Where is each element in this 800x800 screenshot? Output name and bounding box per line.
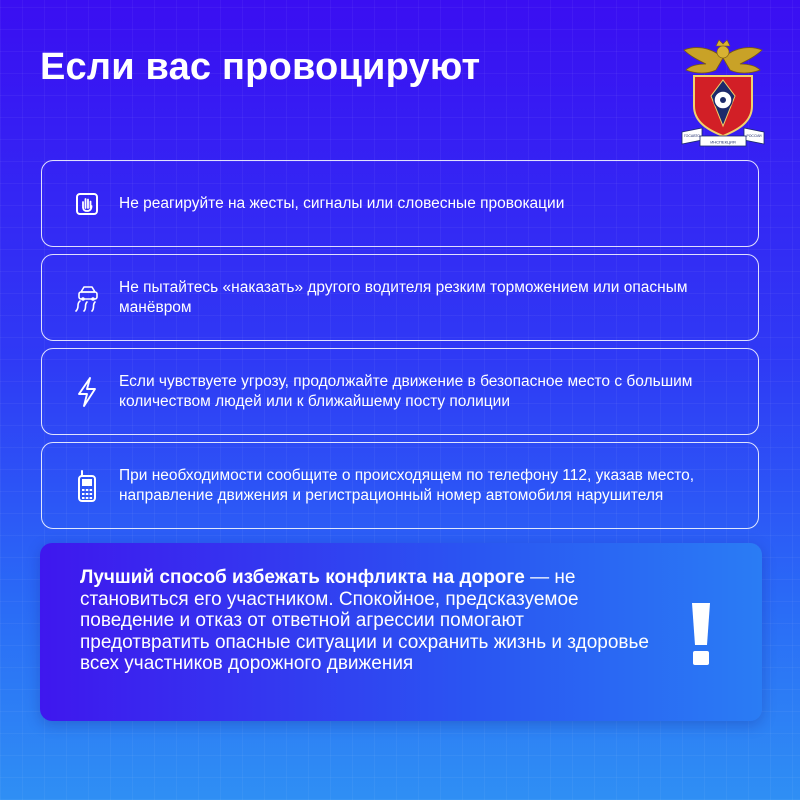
hand-stop-icon (72, 189, 102, 219)
tip-text: Если чувствуете угрозу, продолжайте движение в безопасное место с большим количеством людей или к ближайшему посту полиции (119, 372, 693, 410)
lightning-icon (72, 377, 102, 407)
ribbon-text-2: ИНСПЕКЦИЯ (710, 139, 736, 145)
ribbon-text-1: ГОСАВТО (683, 134, 701, 138)
tip-card (41, 348, 759, 435)
callout-bold-text: Лучший способ избежать конфликта на дороге (80, 567, 525, 588)
tip-card (41, 442, 759, 529)
tip-card (41, 254, 759, 341)
tip-text: Не реагируйте на жесты, сигналы или словесные провокации (119, 194, 565, 212)
tip-card (41, 160, 759, 247)
callout-rest-text: — не становиться его участником. Спокойное, предсказуемое поведение и отказ от ответной агрессии помогают предотвратить опасные ситуации и сохранить жизнь и здоровье всех участников дорожного движения (80, 567, 649, 674)
tip-text: Не пытайтесь «наказать» другого водителя резким торможением или опасным манёвром (119, 278, 688, 316)
police-emblem (680, 36, 766, 148)
tip-text: При необходимости сообщите о происходящем по телефону 112, указав место, направление движения и регистрационный номер автомобиля нарушителя (119, 466, 695, 504)
phone-icon (72, 471, 102, 501)
callout-box (40, 543, 762, 721)
callout-text (80, 567, 650, 675)
page-title: Если вас провоцируют (40, 46, 481, 88)
exclamation-icon (686, 603, 716, 665)
car-skid-icon (72, 283, 102, 313)
ribbon-text-3: РОССИИ (746, 134, 762, 138)
